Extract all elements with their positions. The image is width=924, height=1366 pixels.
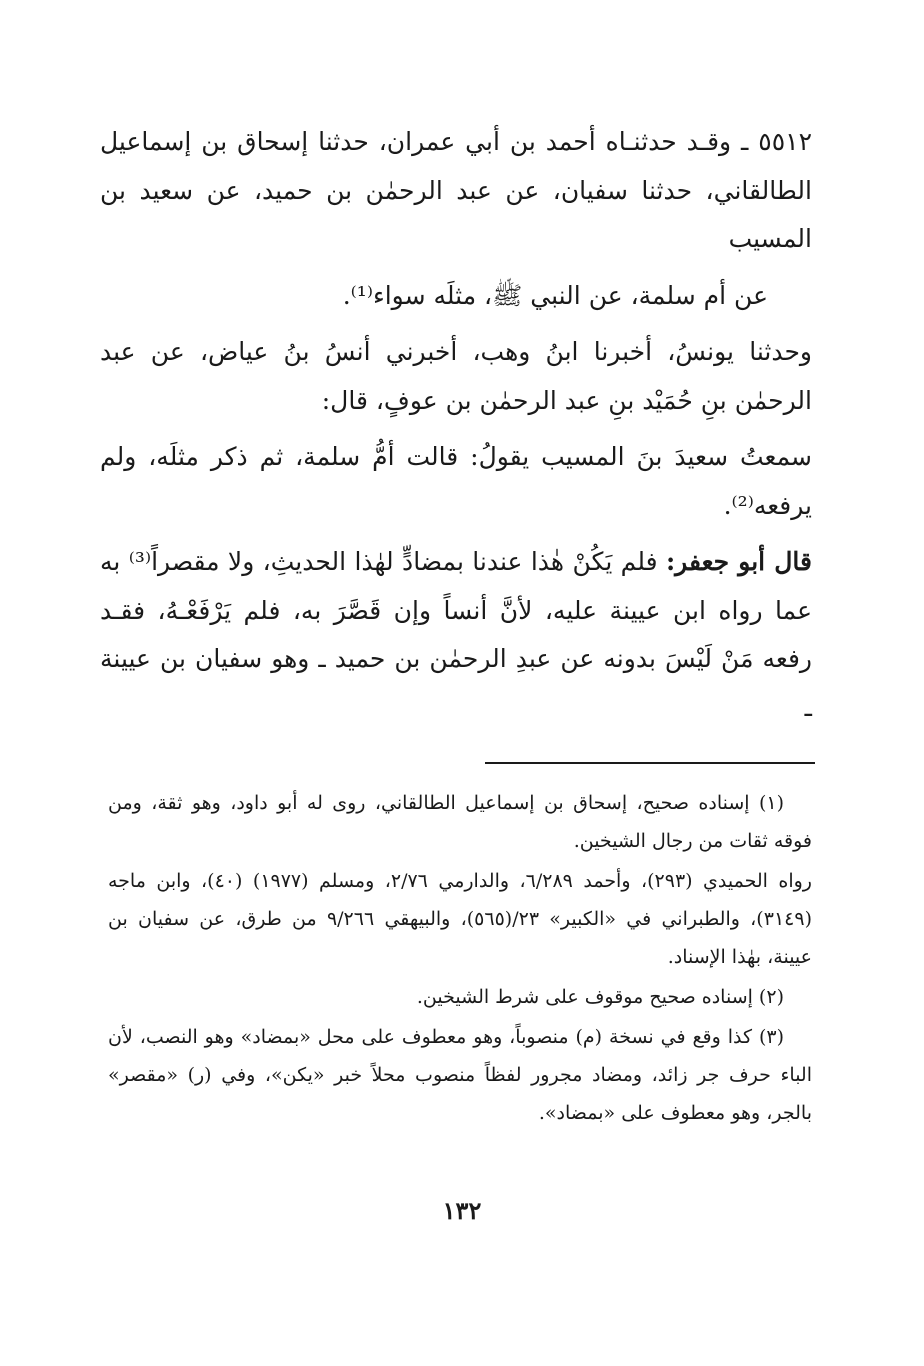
footnote-2: (٢) إسناده صحيح موقوف على شرط الشيخين. <box>416 986 784 1008</box>
hadith-isnad: ٥٥١٢ ـ وقـد حدثنـاه أحمد بن أبي عمران، حدثنا إسحاق بن إسماعيل الطالقاني، حدثنا سفيان، عن عبد الرحمٰن بن حميد، عن سعيد بن المسيب <box>100 127 812 253</box>
main-text <box>100 118 812 732</box>
page-number: ١٣٢ <box>442 1196 482 1225</box>
hadith-matn: عن أم سلمة، عن النبي ﷺ، مثلَه سواء⁽¹⁾. <box>342 280 768 310</box>
footnote-separator <box>485 762 815 764</box>
footnote-3: (٣) كذا وقع في نسخة (م) منصوباً، وهو معطوف على محل «بمضاد» وهو النصب، لأن الباء حرف جر زائد، ومضاد مجرور لفظاً منصوب محلاً خبر «يكن»، وفي (ر) «مقصر» بالجر، وهو معطوف على «بمضاد». <box>108 1026 812 1124</box>
second-matn: سمعتُ سعيدَ بنَ المسيب يقولُ: قالت أمُّ سلمة، ثم ذكر مثلَه، ولم يرفعه⁽²⁾. <box>100 442 812 520</box>
footnote-1: (١) إسناده صحيح، إسحاق بن إسماعيل الطالقاني، روى له أبو داود، وهو ثقة، ومن فوقه ثقات من رجال الشيخين. <box>108 792 812 852</box>
commentary-lead: قال أبو جعفر: <box>665 547 812 576</box>
second-isnad: وحدثنا يونسُ، أخبرنا ابنُ وهب، أخبرني أنسُ بنُ عياض، عن عبد الرحمٰن بنِ حُمَيْد بنِ عبد الرحمٰن بن عوفٍ، قال: <box>100 337 812 415</box>
commentary-text: فلم يَكُنْ هٰذا عندنا بمضادٍّ لهٰذا الحديثِ، ولا مقصراً⁽³⁾ به عما رواه ابن عيينة عليه، لأنَّ أنساً وإن قَصَّرَ به، فلم يَرْفَعْـهُ، فقـد رفعه مَنْ لَيْسَ بدونه عن عبدِ الرحمٰن بن حميد ـ وهو سفيان بن عيينة ـ <box>100 547 812 722</box>
footnote-1-sources: رواه الحميدي (٢٩٣)، وأحمد ٦/٢٨٩، والدارمي ٢/٧٦، ومسلم (١٩٧٧) (٤٠)، وابن ماجه (٣١٤٩)، والطبراني في «الكبير» ٢٣/(٥٦٥)، والبيهقي ٩/٢٦٦ من طرق، عن سفيان بن عيينة، بهٰذا الإسناد. <box>108 870 812 968</box>
author-commentary <box>100 538 812 732</box>
footnotes <box>108 784 812 1132</box>
